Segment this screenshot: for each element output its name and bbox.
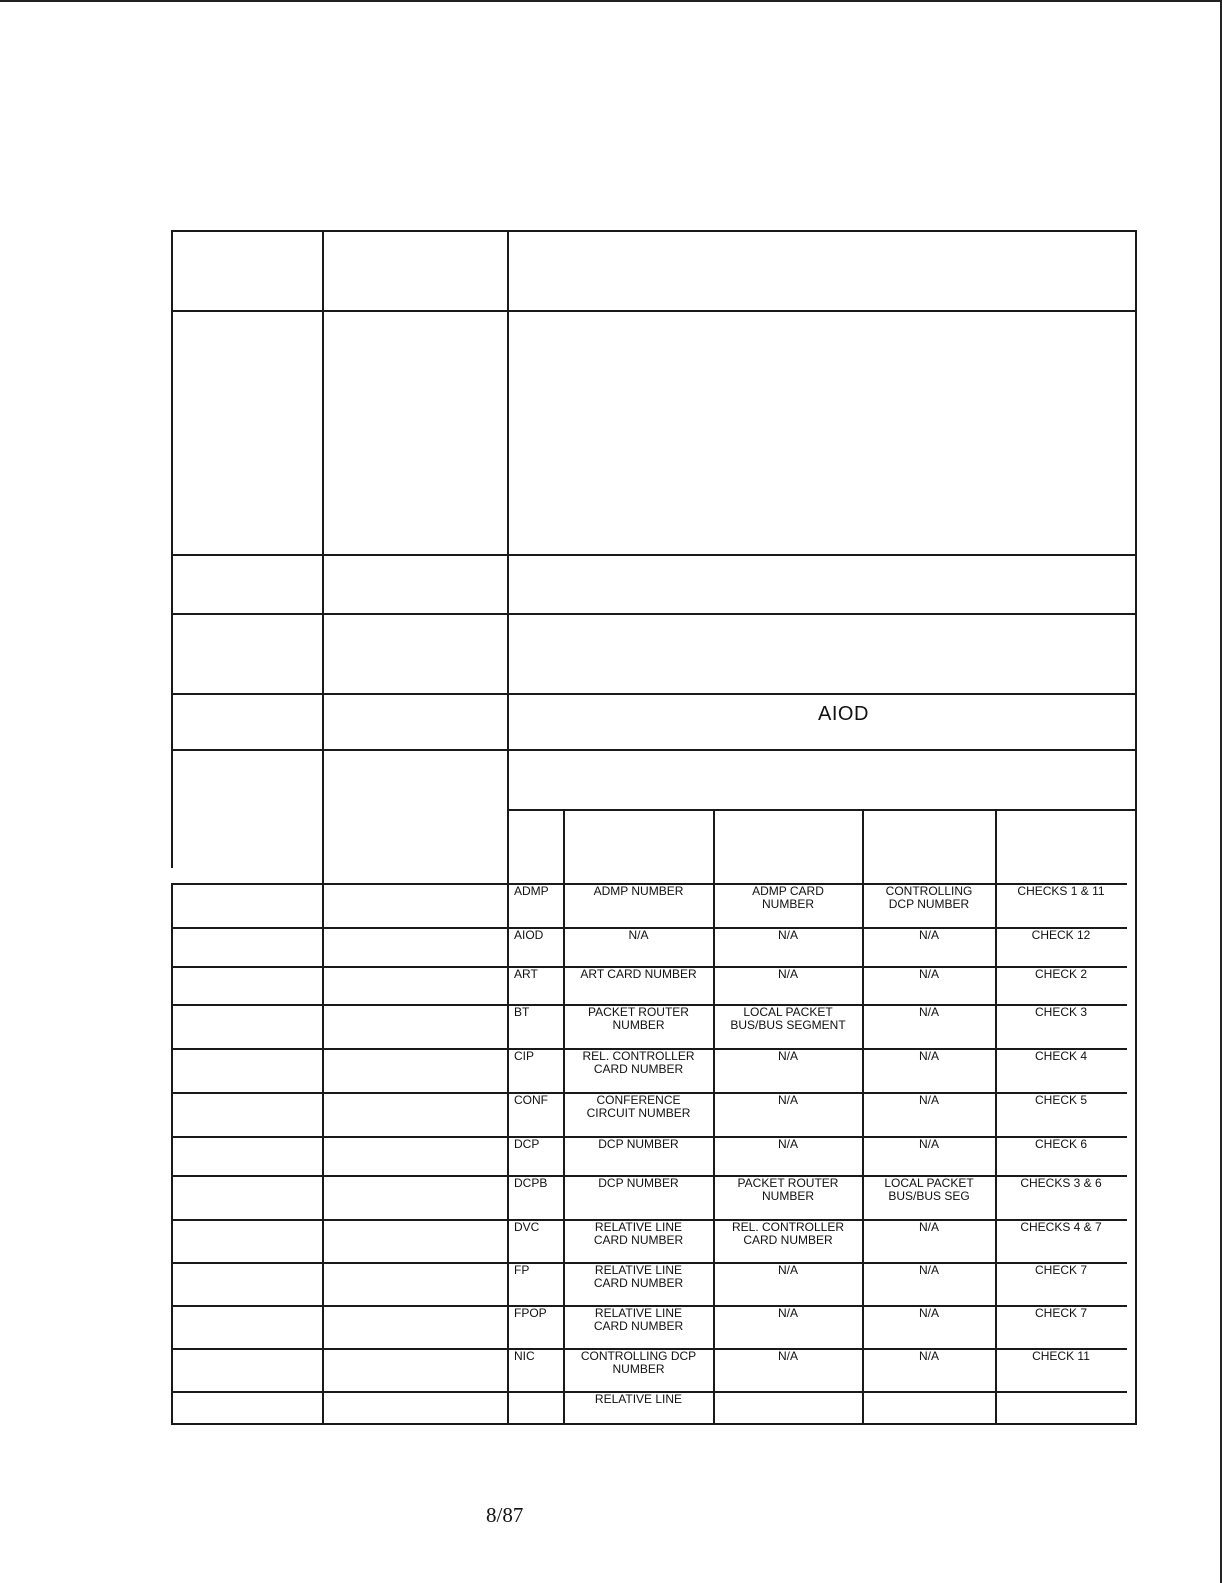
table-rule: [171, 230, 173, 868]
cell-checks: CHECKS 3 & 6: [1020, 1176, 1102, 1190]
cell-checks: CHECK 5: [1034, 1093, 1087, 1107]
cell-c3: N/A: [777, 1349, 798, 1363]
cell-c4: LOCAL PACKET BUS/BUS SEG: [884, 1176, 974, 1203]
cell-code: FPOP: [514, 1306, 547, 1320]
cell-c3: PACKET ROUTER NUMBER: [737, 1176, 839, 1203]
cell-c2: DCP NUMBER: [598, 1176, 679, 1190]
cell-c2: N/A: [628, 928, 649, 942]
page-top-border: [0, 0, 1222, 2]
cell-c4: N/A: [918, 1349, 939, 1363]
cell-checks: CHECK 4: [1034, 1049, 1087, 1063]
cell-code: BT: [514, 1005, 530, 1019]
table-rule: [171, 693, 1137, 695]
cell-c2: REL. CONTROLLER CARD NUMBER: [582, 1049, 695, 1076]
table-rule: [995, 809, 997, 1425]
cell-checks: CHECK 3: [1034, 1005, 1087, 1019]
cell-checks: CHECK 6: [1034, 1137, 1087, 1151]
cell-c3: REL. CONTROLLER CARD NUMBER: [731, 1220, 845, 1247]
section-heading: AIOD: [818, 703, 869, 725]
cell-c3: N/A: [777, 1263, 798, 1277]
cell-c4: N/A: [918, 1093, 939, 1107]
cell-c4: N/A: [918, 1306, 939, 1320]
cell-code: CONF: [514, 1093, 548, 1107]
cell-c4: CONTROLLING DCP NUMBER: [885, 884, 973, 911]
cell-c4: N/A: [918, 1137, 939, 1151]
table-rule: [507, 230, 509, 1425]
table-rule: [171, 613, 1137, 615]
cell-code: ART: [514, 967, 538, 981]
cell-c4: N/A: [918, 928, 939, 942]
cell-c2: ADMP NUMBER: [593, 884, 684, 898]
cell-code: DCP: [514, 1137, 540, 1151]
cell-c3: N/A: [777, 1049, 798, 1063]
cell-checks: CHECKS 4 & 7: [1020, 1220, 1102, 1234]
cell-c3: ADMP CARD NUMBER: [752, 884, 824, 911]
cell-code: ADMP: [514, 884, 549, 898]
cell-code: NIC: [514, 1349, 535, 1363]
cell-c2: ART CARD NUMBER: [580, 967, 697, 981]
cell-code: CIP: [514, 1049, 535, 1063]
cell-checks: CHECK 2: [1034, 967, 1087, 981]
table-rule: [1135, 230, 1137, 1425]
page-number: 8/87: [486, 1503, 524, 1527]
cell-code: FP: [514, 1263, 530, 1277]
table-rule: [171, 554, 1137, 556]
table-rule: [171, 1423, 1137, 1425]
cell-checks: CHECKS 1 & 11: [1017, 884, 1105, 898]
table-rule: [507, 809, 1137, 811]
cell-c4: N/A: [918, 1220, 939, 1234]
cell-checks: CHECK 11: [1032, 1349, 1090, 1363]
cell-c2: RELATIVE LINE CARD NUMBER: [593, 1263, 684, 1290]
cell-checks: CHECK 7: [1034, 1306, 1087, 1320]
cell-c2: RELATIVE LINE: [594, 1392, 683, 1406]
cell-c4: N/A: [918, 1263, 939, 1277]
cell-c4: N/A: [918, 1005, 939, 1019]
cell-c3: N/A: [777, 1137, 798, 1151]
cell-c3: N/A: [777, 1093, 798, 1107]
cell-checks: CHECK 7: [1034, 1263, 1087, 1277]
cell-code: AIOD: [514, 928, 544, 942]
cell-code: DCPB: [514, 1176, 548, 1190]
cell-c3: LOCAL PACKET BUS/BUS SEGMENT: [730, 1005, 846, 1032]
table-rule: [322, 230, 324, 1425]
cell-c3: N/A: [777, 1306, 798, 1320]
cell-c2: DCP NUMBER: [598, 1137, 679, 1151]
cell-c2: RELATIVE LINE CARD NUMBER: [593, 1220, 684, 1247]
cell-c3: N/A: [777, 928, 798, 942]
cell-c2: RELATIVE LINE CARD NUMBER: [593, 1306, 684, 1333]
cell-c2: PACKET ROUTER NUMBER: [588, 1005, 689, 1032]
cell-c2: CONFERENCE CIRCUIT NUMBER: [586, 1093, 691, 1120]
cell-c3: N/A: [777, 967, 798, 981]
cell-checks: CHECK 12: [1031, 928, 1091, 942]
table-rule: [171, 749, 1137, 751]
table-rule: [171, 883, 173, 1425]
table-rule: [171, 310, 1137, 312]
cell-c4: N/A: [918, 1049, 939, 1063]
cell-c4: N/A: [918, 967, 939, 981]
table-rule: [171, 230, 1137, 232]
cell-code: DVC: [514, 1220, 540, 1234]
cell-c2: CONTROLLING DCP NUMBER: [580, 1349, 697, 1376]
